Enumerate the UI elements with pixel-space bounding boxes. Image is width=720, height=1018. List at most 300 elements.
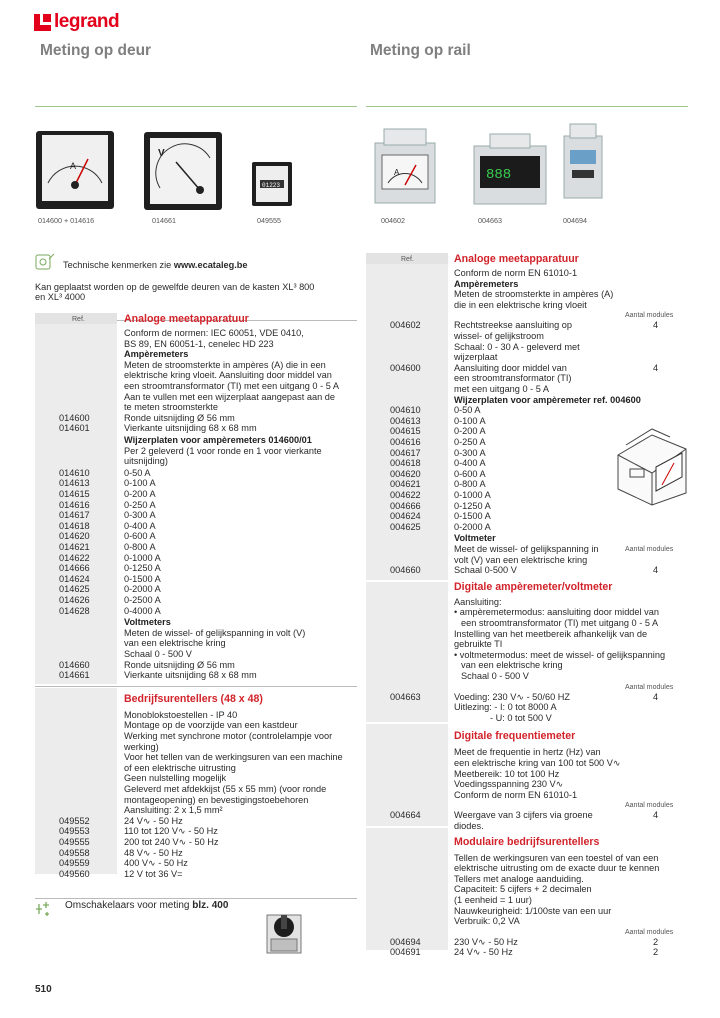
description: Schaal 0 - 500 V: [124, 649, 192, 659]
description: Monoblokstoestellen - IP 40: [124, 709, 238, 720]
switch-note-page[interactable]: blz. 400: [192, 900, 229, 911]
description: een stroomtransformator (TI) met een uitgang 0 - 5 A: [124, 381, 339, 391]
description: 0-1250 A: [454, 500, 491, 511]
ref-number: 004610: [390, 405, 421, 416]
ref-number: 049559: [59, 858, 90, 869]
description: Werking met synchrone motor (controlelampje voor: [124, 731, 333, 741]
table-row: [366, 342, 688, 353]
table-row: [35, 423, 357, 434]
table-row: [35, 595, 357, 606]
ref-number: 004625: [390, 521, 421, 532]
divider-right: [366, 106, 688, 107]
description: 0-400 A: [124, 520, 156, 531]
table-row: [35, 617, 357, 628]
table-row: [35, 752, 357, 763]
description: Verbruik: 0,2 VA: [454, 916, 520, 927]
modules-label: Aantal modules: [625, 546, 674, 553]
table-row: [366, 682, 688, 693]
description: diodes.: [454, 821, 484, 831]
description: Meet de frequentie in hertz (Hz) van: [454, 747, 601, 758]
photo-rail-counter: [558, 120, 608, 212]
table-row: [366, 747, 688, 758]
section-heading: Analoge meetapparatuur: [124, 313, 249, 325]
description: Capaciteit: 5 cijfers + 2 decimalen: [454, 884, 592, 895]
intro-line-1: Kan geplaatst worden op de gewelfde deuren van de kasten XL³ 800: [35, 282, 315, 292]
description: 0-2000 A: [124, 584, 161, 595]
table-row: [35, 314, 357, 325]
description: van een elektrische kring: [124, 638, 226, 649]
ref-number: 014660: [59, 659, 90, 670]
table-row: [366, 268, 688, 279]
description: Aansluiting: 2 x 1,5 mm²: [124, 805, 223, 816]
description: die in een elektrische kring vloeit: [454, 299, 587, 310]
table-row: [366, 639, 688, 650]
table-row: [35, 584, 357, 595]
description: 0-100 A: [454, 415, 486, 426]
photo-rail-meter-angle: [612, 415, 692, 507]
description: Meten de wissel- of gelijkspanning in volt (V): [124, 627, 306, 638]
subheading: Wijzerplaten voor ampèremeters 014600/01: [124, 435, 312, 445]
description: Weergave van 3 cijfers via groene: [454, 810, 593, 821]
description: 12 V tot 36 V=: [124, 868, 183, 879]
table-row: [366, 916, 688, 927]
subheading: Voltmeter: [454, 533, 496, 544]
modules-label: Aantal modules: [625, 802, 674, 810]
tech-note-text: Technische kenmerken zie: [63, 260, 174, 270]
table-row: [366, 254, 688, 265]
description: werking): [124, 741, 159, 752]
table-row: [366, 779, 688, 790]
caption-049555: 049555: [257, 216, 281, 225]
svg-text:A: A: [394, 168, 400, 177]
ref-number: 004613: [390, 415, 421, 426]
description: 200 tot 240 V∿ - 50 Hz: [124, 837, 219, 847]
table-row: [366, 607, 688, 618]
table-row: [35, 660, 357, 671]
table-row: [366, 874, 688, 885]
description: Per 2 geleverd (1 voor ronde en 1 voor vierkante: [124, 445, 322, 456]
table-row: [366, 937, 688, 948]
description: Tellen de werkingsuren van een toestel of van een: [454, 852, 659, 863]
legrand-logo-mark: [34, 14, 51, 31]
subheading: Voltmeters: [124, 617, 171, 628]
table-row: [35, 869, 357, 880]
ref-number: 004616: [390, 437, 421, 447]
description: Meetbereik: 10 tot 100 Hz: [454, 768, 560, 779]
photo-digital-meter: [470, 132, 550, 212]
description: 0-1000 A: [454, 490, 491, 500]
table-row: [366, 555, 688, 566]
subheading: Ampèremeters: [454, 278, 519, 289]
table-row: [35, 606, 357, 617]
table-row: [35, 456, 357, 467]
caption-004663: 004663: [478, 216, 502, 225]
description: 0-2000 A: [454, 521, 491, 532]
description: Meet de wissel- of gelijkspanning in: [454, 544, 599, 554]
description: Voor het tellen van de werkingsuren van een machine: [124, 752, 343, 763]
ref-number: 049552: [59, 815, 90, 826]
table-row: [35, 478, 357, 489]
table-row: [35, 773, 357, 784]
section-heading: Modulaire bedrijfsurentellers: [454, 835, 600, 848]
table-row: [35, 360, 357, 371]
modules-label: Aantal modules: [625, 928, 674, 936]
photo-hour-counter: [250, 160, 294, 210]
table-row: [35, 731, 357, 742]
ref-number: 049560: [59, 868, 90, 879]
description: (1 eenheid = 1 uur): [454, 895, 532, 905]
description: 0-1500 A: [124, 573, 161, 584]
table-row: [35, 805, 357, 816]
description: wijzerplaat: [454, 352, 498, 363]
description: 24 V∿ - 50 Hz: [454, 947, 513, 958]
description: • voltmetermodus: meet de wissel- of gelijkspanning: [454, 649, 666, 660]
table-row: [35, 816, 357, 827]
description: Schaal: 0 - 30 A - geleverd met: [454, 341, 580, 352]
photo-square-voltmeter: [140, 128, 225, 213]
table-row: [35, 339, 357, 350]
description: Instelling van het meetbereik afhankelijk van de: [454, 628, 648, 639]
description: uitsnijding): [124, 456, 168, 467]
table-row: [366, 884, 688, 895]
table-row: [35, 720, 357, 731]
table-row: [366, 565, 688, 576]
ref-header-label: Ref.: [72, 316, 85, 323]
ref-number: 014626: [59, 595, 90, 605]
table-row: [35, 553, 357, 564]
table-row: [35, 510, 357, 521]
table-row: [366, 310, 688, 321]
description: Conform de norm EN 61010-1: [454, 268, 578, 278]
description: Meten de stroomsterkte in ampères (A): [454, 289, 614, 300]
table-row: [35, 795, 357, 806]
table-row: [35, 435, 357, 446]
table-row: [35, 370, 357, 381]
table-row: [35, 710, 357, 721]
ref-number: 004618: [390, 458, 421, 469]
table-row: [35, 638, 357, 649]
ref-number: 004694: [390, 936, 421, 947]
description: Geleverd met afdekkijst (55 x 55 mm) (voor ronde: [124, 784, 327, 794]
section-heading: Bedrijfsurentellers (48 x 48): [124, 692, 263, 705]
ref-number: 004621: [390, 479, 421, 490]
ref-number: 014600: [59, 412, 90, 423]
table-row: [35, 574, 357, 585]
description: Ronde uitsnijding Ø 56 mm: [124, 659, 235, 670]
description: een stroomtransformator (TI) met uitgang 0 - 5 A: [461, 618, 659, 628]
table-row: [366, 522, 688, 533]
description: BS 89, EN 60051-1, cenelec HD 223: [124, 338, 274, 349]
ref-number: 004622: [390, 490, 421, 500]
ref-number: 014615: [59, 489, 90, 499]
table-row: [366, 837, 688, 848]
description: 0-1500 A: [454, 511, 491, 522]
modules-label: Aantal modules: [625, 683, 674, 691]
ref-number: 014624: [59, 573, 90, 584]
description: 0-250 A: [124, 499, 156, 510]
table-row: [35, 694, 357, 705]
description: Voedingsspanning 230 V∿: [454, 779, 564, 790]
ref-number: 014617: [59, 510, 90, 521]
table-row: [366, 713, 688, 724]
module-count: 2: [653, 947, 659, 958]
photo-round-ammeter: [30, 125, 120, 213]
description: 0-400 A: [454, 458, 486, 469]
description: 0-300 A: [454, 447, 486, 458]
tech-note: [63, 260, 248, 271]
table-row: [35, 468, 357, 479]
table-row: [366, 821, 688, 832]
table-row: [366, 906, 688, 917]
description: Schaal 0-500 V: [454, 565, 517, 576]
table-row: [35, 381, 357, 392]
description: te meten stroomsterkte: [124, 402, 218, 413]
table-row: [366, 544, 688, 555]
description: 0-4000 A: [124, 605, 161, 616]
tech-note-link[interactable]: www.ecataleg.be: [173, 260, 248, 270]
table-row: [366, 895, 688, 906]
table-row: [35, 826, 357, 837]
table-row: [366, 533, 688, 544]
description: een elektrische kring van 100 tot 500 V∿: [454, 758, 621, 768]
ref-number: 014666: [59, 563, 90, 574]
table-row: [366, 702, 688, 713]
table-row: [366, 790, 688, 801]
table-row: [366, 363, 688, 374]
ref-number: 014616: [59, 499, 90, 510]
description: 230 V∿ - 50 Hz: [454, 936, 518, 947]
module-count: 2: [653, 936, 659, 947]
intro-line-2: en XL³ 4000: [35, 292, 86, 302]
description: • ampèremetermodus: aansluiting door middel van: [454, 607, 659, 618]
section-heading: Digitale frequentiemeter: [454, 730, 576, 743]
table-row: [366, 927, 688, 938]
description: 0-1250 A: [124, 563, 161, 574]
description: Vierkante uitsnijding 68 x 68 mm: [124, 423, 257, 434]
description: 0-100 A: [124, 478, 156, 489]
description: 24 V∿ - 50 Hz: [124, 815, 183, 826]
table-row: [35, 489, 357, 500]
description: 400 V∿ - 50 Hz: [124, 858, 188, 869]
module-count: 4: [653, 565, 659, 576]
table-row: [35, 848, 357, 859]
table-row: [366, 289, 688, 300]
svg-text:01223: 01223: [262, 182, 281, 189]
table-row: [366, 582, 688, 593]
section-title-rail: Meting op rail: [370, 42, 471, 59]
svg-text:A: A: [70, 161, 77, 171]
table-row: [366, 692, 688, 703]
ref-number: 014661: [59, 670, 90, 681]
description: gebruikte TI: [454, 639, 503, 650]
description: Voeding: 230 V∿ - 50/60 HZ: [454, 691, 570, 702]
table-row: [35, 521, 357, 532]
description: 0-200 A: [454, 426, 486, 437]
description: een stroomtransformator (TI): [454, 373, 572, 384]
table-row: [35, 402, 357, 413]
caption-004694: 004694: [563, 216, 587, 225]
table-row: [35, 858, 357, 869]
right-product-table: [366, 253, 688, 958]
description: Uitlezing: - I: 0 tot 8000 A: [454, 702, 557, 713]
ref-number: 014610: [59, 467, 90, 478]
table-row: [366, 758, 688, 769]
description: 0-600 A: [454, 468, 486, 479]
page-number: 510: [35, 984, 52, 995]
description: Montage op de voorzijde van een kastdeur: [124, 720, 298, 731]
description: Conform de norm EN 61010-1: [454, 789, 578, 800]
left-product-table: [35, 313, 357, 879]
ref-number: 014620: [59, 531, 90, 542]
description: Vierkante uitsnijding 68 x 68 mm: [124, 670, 257, 681]
description: 0-50 A: [454, 405, 481, 416]
ref-number: 049555: [59, 837, 90, 847]
ref-number: 004615: [390, 426, 421, 437]
ref-number: 004617: [390, 447, 421, 458]
table-row: [35, 563, 357, 574]
description: Aansluiting door middel van: [454, 362, 567, 373]
description: Meten de stroomsterkte in ampères (A) die in een: [124, 359, 326, 370]
table-row: [366, 373, 688, 384]
ref-number: 004663: [390, 691, 421, 702]
modules-label: Aantal modules: [625, 312, 674, 320]
table-row: [366, 863, 688, 874]
description: Rechtstreekse aansluiting op: [454, 320, 572, 331]
table-row: [35, 392, 357, 403]
subheading: Wijzerplaten voor ampèremeter ref. 004600: [454, 394, 641, 405]
description: Ronde uitsnijding Ø 56 mm: [124, 412, 235, 423]
switch-note-text: Omschakelaars voor meting: [65, 900, 193, 911]
ref-number: 004602: [390, 320, 421, 331]
divider-left: [35, 106, 357, 107]
description: 48 V∿ - 50 Hz: [124, 847, 183, 858]
table-row: [35, 784, 357, 795]
ref-number: 004691: [390, 947, 421, 958]
table-row: [35, 763, 357, 774]
table-row: [35, 413, 357, 424]
description: met een uitgang 0 - 5 A: [454, 384, 550, 394]
description: 0-300 A: [124, 510, 156, 521]
table-row: [366, 671, 688, 682]
description: Schaal 0 - 500 V: [461, 671, 529, 681]
photo-selector-switch: [263, 905, 305, 957]
ref-number: 004666: [390, 500, 421, 511]
table-row: [35, 500, 357, 511]
table-row: [35, 649, 357, 660]
table-row: [35, 328, 357, 339]
ref-number: 014613: [59, 478, 90, 489]
table-row: [35, 670, 357, 681]
section-heading: Analoge meetapparatuur: [454, 253, 579, 265]
module-count: 4: [653, 810, 659, 821]
table-row: [366, 650, 688, 661]
description: van een elektrische kring: [461, 660, 563, 671]
ref-number: 004664: [390, 810, 421, 821]
description: 110 tot 120 V∿ - 50 Hz: [124, 826, 218, 837]
ref-number: 014622: [59, 552, 90, 563]
description: 0-1000 A: [124, 552, 161, 563]
module-count: 4: [653, 320, 659, 331]
table-row: [366, 279, 688, 290]
description: 0-200 A: [124, 489, 156, 499]
switch-icon: [35, 900, 53, 918]
table-row: [366, 597, 688, 608]
table-row: [366, 331, 688, 342]
description: Aansluiting:: [454, 596, 502, 607]
description: 0-2500 A: [124, 595, 161, 605]
description: 0-800 A: [124, 542, 156, 552]
ref-number: 004624: [390, 511, 421, 522]
description: Nauwkeurigheid: 1/100ste van een uur: [454, 905, 612, 916]
description: Aan te vullen met een wijzerplaat aangepast aan de: [124, 391, 335, 402]
ref-number: 049553: [59, 826, 90, 837]
ref-number: 014628: [59, 605, 90, 616]
switch-note: [65, 901, 228, 912]
description: Conform de normen: IEC 60051, VDE 0410,: [124, 328, 304, 338]
table-row: [366, 769, 688, 780]
description: wissel- of gelijkstroom: [454, 331, 544, 341]
ref-number: 014601: [59, 423, 90, 434]
description: volt (V) van een elektrische kring: [454, 554, 588, 565]
description: 0-800 A: [454, 479, 486, 490]
table-row: [366, 384, 688, 395]
table-row: [366, 947, 688, 958]
table-row: [366, 395, 688, 406]
ref-number: 014618: [59, 520, 90, 531]
table-row: [366, 352, 688, 363]
table-row: [35, 446, 357, 457]
description: montageopening) en bevestigingstoebehoren: [124, 794, 309, 805]
table-row: [366, 660, 688, 671]
subheading: Ampèremeters: [124, 349, 189, 360]
svg-text:V: V: [158, 148, 165, 159]
description: 0-600 A: [124, 531, 156, 542]
table-row: [35, 742, 357, 753]
ref-number: 014621: [59, 542, 90, 552]
separator-left-2: [35, 898, 357, 899]
table-row: [35, 837, 357, 848]
table-row: [366, 853, 688, 864]
description: - U: 0 tot 500 V: [490, 712, 552, 723]
caption-004602: 004602: [381, 216, 405, 225]
ref-number: 004660: [390, 565, 421, 576]
table-row: [366, 629, 688, 640]
section-title-door: Meting op deur: [40, 42, 152, 59]
table-row: [35, 531, 357, 542]
description: Geen nulstelling mogelijk: [124, 773, 227, 784]
table-row: [35, 628, 357, 639]
table-row: [366, 800, 688, 811]
description: elektrische kring vloeit. Aansluiting door middel van: [124, 370, 332, 381]
table-row: [366, 320, 688, 331]
description: 0-250 A: [454, 437, 486, 447]
ref-header-right-label: Ref.: [401, 256, 414, 263]
table-row: [35, 349, 357, 360]
table-row: [366, 618, 688, 629]
table-row: [366, 300, 688, 311]
table-row: [35, 542, 357, 553]
ref-number: 004600: [390, 362, 421, 373]
module-count: 4: [653, 691, 659, 702]
table-row: [366, 731, 688, 742]
description: of een elektrische uitrusting: [124, 762, 236, 773]
description: elektrische uitrusting om de exacte duur te kennen: [454, 863, 660, 874]
description: Tellers met analoge aanduiding.: [454, 873, 584, 884]
module-count: 4: [653, 362, 659, 373]
ref-number: 049558: [59, 847, 90, 858]
caption-014600: 014600 + 014616: [38, 216, 95, 225]
table-row: [366, 511, 688, 522]
